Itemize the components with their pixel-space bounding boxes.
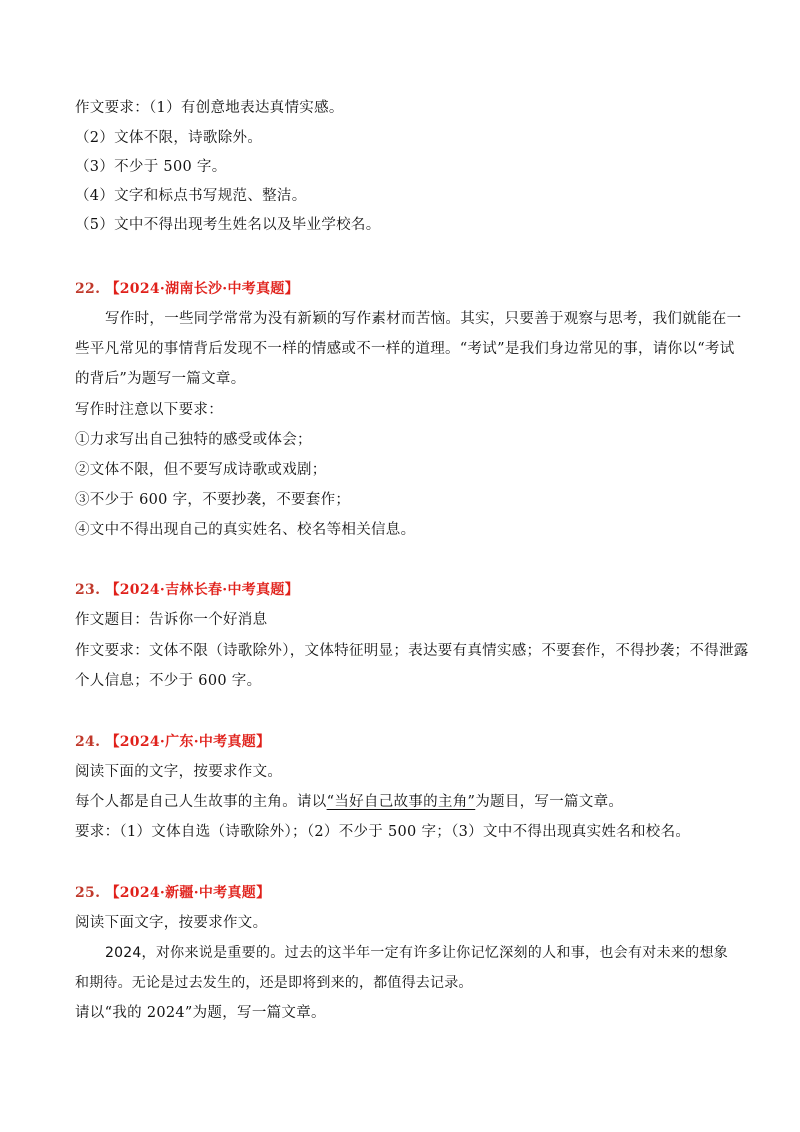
s23-number: 23. bbox=[75, 582, 101, 598]
s25-heading bbox=[75, 883, 270, 903]
s22-req4: ④文中不得出现自己的真实姓名、校名等相关信息。 bbox=[75, 522, 416, 538]
s22-heading bbox=[75, 279, 299, 299]
s21-req-line3: （3）不少于 500 字。 bbox=[75, 159, 227, 175]
s24-prompt-title: “当好自己故事的主角” bbox=[326, 794, 476, 810]
s24-prompt-after: 为题目，写一篇文章。 bbox=[475, 794, 624, 810]
s24-tag: 【2024·广东·中考真题】 bbox=[105, 734, 271, 750]
s24-number: 24. bbox=[75, 734, 101, 750]
s22-para-line2: 些平凡常见的事情背后发现不一样的情感或不一样的道理。“考试”是我们身边常见的事，请你以“考试 bbox=[75, 341, 735, 357]
s25-number: 25. bbox=[75, 885, 101, 901]
s21-req-line5: （5）文中不得出现考生姓名以及毕业学校名。 bbox=[75, 217, 381, 233]
s23-req-line2: 个人信息；不少于 600 字。 bbox=[75, 673, 262, 689]
s24-intro: 阅读下面的文字，按要求作文。 bbox=[75, 764, 283, 780]
s22-req1: ①力求写出自己独特的感受或体会； bbox=[75, 432, 312, 448]
s25-tag: 【2024·新疆·中考真题】 bbox=[105, 885, 271, 901]
s21-req-line4: （4）文字和标点书写规范、整洁。 bbox=[75, 188, 307, 204]
s21-req-line1: 作文要求：（1）有创意地表达真情实感。 bbox=[75, 100, 344, 116]
s22-para-line3: 的背后”为题写一篇文章。 bbox=[75, 371, 246, 387]
s24-heading bbox=[75, 732, 270, 752]
s23-heading bbox=[75, 580, 299, 600]
s22-req3: ③不少于 600 字，不要抄袭，不要套作； bbox=[75, 492, 351, 508]
s24-req: 要求：（1）文体自选（诗歌除外）；（2）不少于 500 字；（3）文中不得出现真实姓名和校名。 bbox=[75, 824, 691, 840]
s24-prompt bbox=[75, 792, 623, 812]
s22-para-line1: 写作时，一些同学常常为没有新颖的写作素材而苦恼。其实，只要善于观察与思考，我们就能在一 bbox=[105, 311, 742, 327]
s21-req-line2: （2）文体不限，诗歌除外。 bbox=[75, 130, 263, 146]
s25-para-line1: 2024，对你来说是重要的。过去的这半年一定有许多让你记忆深刻的人和事，也会有对未来的想象 bbox=[105, 945, 728, 961]
s22-req2: ②文体不限，但不要写成诗歌或戏剧； bbox=[75, 462, 327, 478]
s22-tag: 【2024·湖南长沙·中考真题】 bbox=[105, 281, 299, 297]
s25-intro: 阅读下面文字，按要求作文。 bbox=[75, 915, 268, 931]
s22-number: 22. bbox=[75, 281, 101, 297]
s25-para-line2: 和期待。无论是过去发生的，还是即将到来的，都值得去记录。 bbox=[75, 975, 473, 991]
s23-topic: 作文题目：告诉你一个好消息 bbox=[75, 612, 268, 628]
s23-tag: 【2024·吉林长春·中考真题】 bbox=[105, 582, 299, 598]
s23-req-line1: 作文要求：文体不限（诗歌除外），文体特征明显；表达要有真情实感；不要套作，不得抄袭；不得泄露 bbox=[75, 643, 749, 659]
s24-prompt-before: 每个人都是自己人生故事的主角。请以 bbox=[75, 794, 327, 810]
s22-req-title: 写作时注意以下要求： bbox=[75, 402, 223, 418]
s25-task: 请以“我的 2024”为题，写一篇文章。 bbox=[75, 1005, 326, 1021]
